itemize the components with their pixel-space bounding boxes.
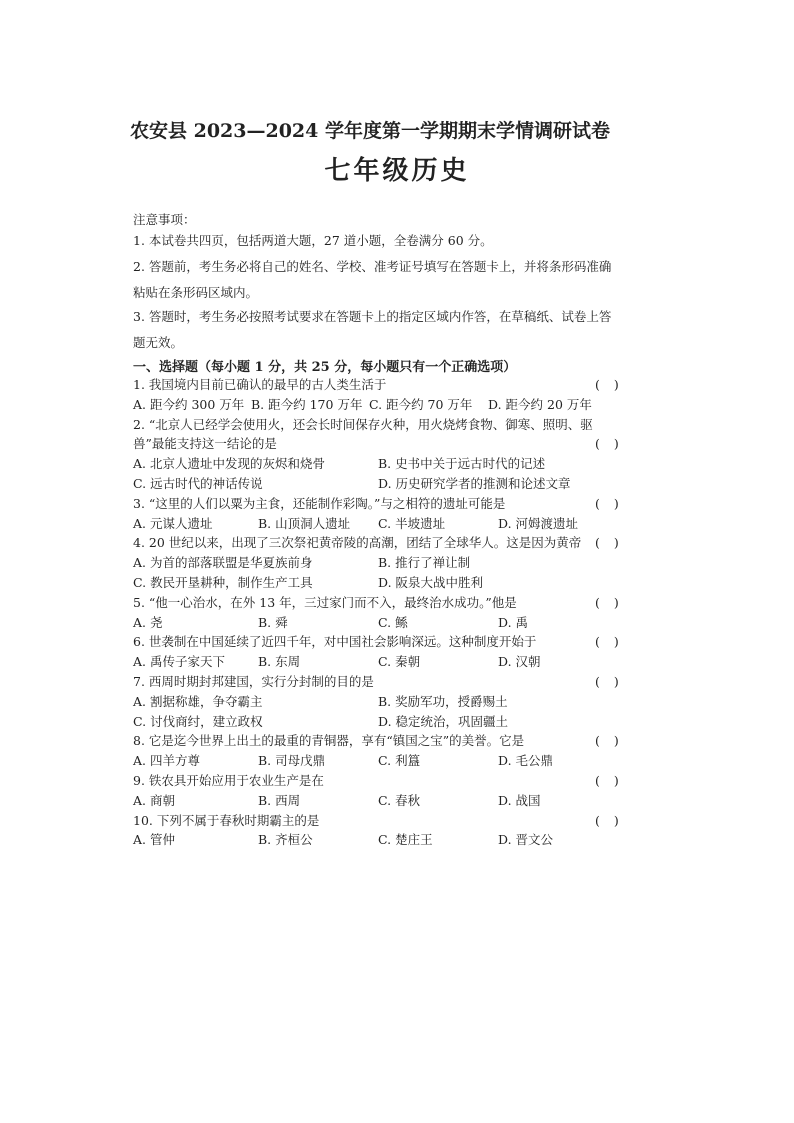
option-c: C. 距今约 70 万年 [369,396,473,412]
options-row [133,474,643,494]
option-d: D. 汉朝 [498,654,541,670]
option-d: D. 阪泉大战中胜利 [378,574,484,590]
option-c: C. 秦朝 [378,654,421,670]
question-list [133,375,643,850]
notice-item-1: 1. 本试卷共四页，包括两道大题，27 道小题，全卷满分 60 分。 [133,233,493,248]
options-row [133,652,643,672]
options-row [133,395,643,415]
option-a: A. 尧 [133,614,163,630]
option-d: D. 河姆渡遗址 [498,515,579,531]
option-c: C. 讨伐商纣，建立政权 [133,713,263,729]
option-d: D. 战国 [498,792,541,808]
question-stem-cont: 兽”最能支持这一结论的是 () [133,434,643,454]
options-row [133,830,643,850]
option-a: A. 四羊方尊 [133,753,200,769]
options-row [133,692,643,712]
option-c: C. 教民开垦耕种，制作生产工具 [133,574,313,590]
options-row [133,454,643,474]
option-b: B. 奖励军功，授爵赐土 [378,693,508,709]
option-b: B. 齐桓公 [258,832,313,848]
notice-heading: 注意事项： [133,212,196,227]
option-d: D. 历史研究学者的推测和论述文章 [378,475,571,491]
option-b: B. 山顶洞人遗址 [258,515,351,531]
option-d: D. 晋文公 [498,832,554,848]
answer-blank[interactable]: () [595,535,633,551]
answer-blank[interactable]: () [595,812,633,828]
options-row [133,712,643,732]
question-stem: 5. “他一心治水，在外 13 年，三过家门而不入，最终治水成功。”他是 () [133,593,643,613]
question-stem: 7. 西周时期封邦建国，实行分封制的目的是 () [133,672,643,692]
option-a: A. 管仲 [133,832,175,848]
option-a: A. 距今约 300 万年 [133,396,245,412]
exam-title: 农安县 2023—2024 学年度第一学期期末学情调研试卷 [130,120,610,142]
answer-blank[interactable]: () [595,772,633,788]
option-c: C. 鲧 [378,614,408,630]
options-row [133,791,643,811]
section-heading: 一、选择题（每小题 1 分，共 25 分，每小题只有一个正确选项） [133,360,517,375]
answer-blank[interactable]: () [595,673,633,689]
notice-item-2: 2. 答题前，考生务必将自己的姓名、学校、准考证号填写在答题卡上，并将条形码准确 粘贴在条形码区域内。 [133,259,612,300]
question-stem: 1. 我国境内目前已确认的最早的古人类生活于 () [133,375,643,395]
options-row [133,751,643,771]
option-c: C. 远古时代的神话传说 [133,475,263,491]
option-d: D. 稳定统治，巩固疆土 [378,713,509,729]
question-stem: 3. “这里的人们以粟为主食，还能制作彩陶。”与之相符的遗址可能是 () [133,494,643,514]
options-row [133,613,643,633]
option-a: A. 北京人遗址中发现的灰烬和烧骨 [133,456,325,472]
option-c: C. 利簋 [378,753,421,769]
option-b: B. 史书中关于远古时代的记述 [378,456,546,472]
answer-blank[interactable]: () [595,495,633,511]
option-b: B. 司母戊鼎 [258,753,326,769]
option-b: B. 东周 [258,654,301,670]
options-row [133,573,643,593]
option-c: C. 半坡遗址 [378,515,446,531]
question-stem: 9. 铁农具开始应用于农业生产是在 () [133,771,643,791]
answer-blank[interactable]: () [595,436,633,452]
answer-blank[interactable]: () [595,634,633,650]
option-c: C. 楚庄王 [378,832,433,848]
options-row [133,514,643,534]
option-a: A. 商朝 [133,792,175,808]
option-a: A. 为首的部落联盟是华夏族前身 [133,555,313,571]
question-stem: 2. “北京人已经学会使用火，还会长时间保存火种，用火烧烤食物、御寒、照明、驱 [133,416,593,432]
subject-title: 七年级历史 [324,156,470,186]
answer-blank[interactable]: () [595,377,633,392]
question-stem: 4. 20 世纪以来，出现了三次祭祀黄帝陵的高潮，团结了全球华人。这是因为黄帝 () [133,533,643,553]
option-d: D. 禹 [498,614,529,630]
question-stem: 8. 它是迄今世界上出土的最重的青铜器，享有“镇国之宝”的美誉。它是 () [133,731,643,751]
option-c: C. 春秋 [378,792,421,808]
answer-blank[interactable]: () [595,594,633,610]
option-a: A. 禹传子家天下 [133,654,225,670]
option-b: B. 距今约 170 万年 [251,396,363,412]
option-d: D. 毛公鼎 [498,753,554,769]
option-d: D. 距今约 20 万年 [488,396,592,412]
options-row [133,553,643,573]
notice-item-3: 3. 答题时，考生务必按照考试要求在答题卡上的指定区域内作答，在草稿纸、试卷上答 题无效。 [133,309,612,350]
option-b: B. 推行了禅让制 [378,555,471,571]
answer-blank[interactable]: () [595,733,633,749]
option-a: A. 元谋人遗址 [133,515,213,531]
question-stem: 10. 下列不属于春秋时期霸主的是 () [133,811,643,831]
option-b: B. 舜 [258,614,288,630]
question-stem: 6. 世袭制在中国延续了近四千年，对中国社会影响深远。这种制度开始于 () [133,632,643,652]
option-b: B. 西周 [258,792,301,808]
option-a: A. 割据称雄，争夺霸主 [133,693,263,709]
